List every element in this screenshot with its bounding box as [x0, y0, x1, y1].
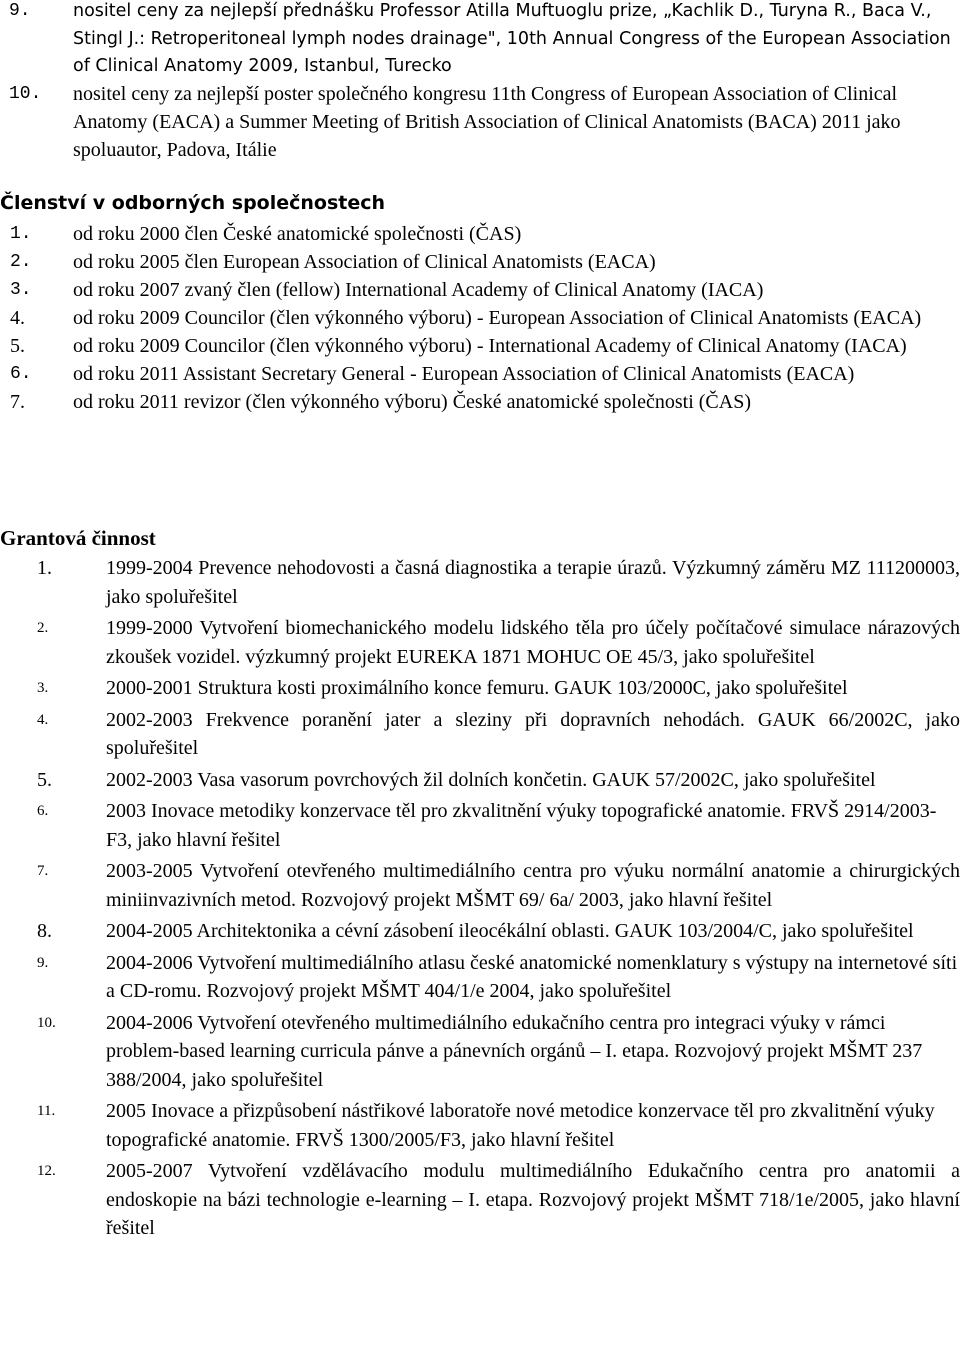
list-number: 10.	[37, 1014, 56, 1031]
list-text: od roku 2011 Assistant Secretary General - European Association of Clinical Anatomists (EACA)	[73, 363, 855, 385]
list-number: 4.	[37, 711, 49, 728]
list-item	[0, 1157, 960, 1243]
list-number: 2.	[37, 620, 49, 636]
list-item	[0, 917, 960, 946]
list-item	[0, 1097, 960, 1154]
list-number: 2.	[10, 252, 32, 272]
list-item	[0, 1009, 960, 1095]
list-text: 2002-2003 Vasa vasorum povrchových žil dolních končetin. GAUK 57/2002C, jako spoluřešitel	[106, 768, 876, 791]
list-number: 5.	[37, 768, 52, 791]
list-text: od roku 2007 zvaný člen (fellow) International Academy of Clinical Anatomy (IACA)	[73, 279, 764, 301]
list-item	[0, 360, 960, 388]
list-text: nositel ceny za nejlepší poster společného kongresu 11th Congress of European Association of Clinical Anatomy (EACA) a Summer Meeting of British Association of Clinical Anatomists (BACA) 2011 jako spoluautor, Padova, Itálie	[73, 82, 901, 161]
section-heading-memberships: Členství v odborných společnostech	[0, 192, 386, 214]
list-number: 5.	[10, 335, 25, 357]
list-text: 2004-2005 Architektonika a cévní zásobení ileocékální oblasti. GAUK 103/2004/C, jako spoluřešitel	[106, 920, 914, 942]
list-number: 12.	[37, 1163, 56, 1179]
list-text: 2000-2001 Struktura kosti proximálního konce femuru. GAUK 103/2000C, jako spoluřešitel	[106, 677, 848, 699]
list-text: nositel ceny za nejlepší přednášku Professor Atilla Muftuoglu prize, „Kachlik D., Turyna R., Baca V., Stingl J.: Retroperitoneal lymph nodes drainage", 10th Annual Congress of the European Association of Clinical Anatomy 2009, Istanbul, Turecko	[73, 1, 951, 76]
list-text: od roku 2005 člen European Association of Clinical Anatomists (EACA)	[73, 251, 656, 273]
list-text: od roku 2000 člen České anatomické společnosti (ČAS)	[73, 223, 522, 245]
list-item	[9, 0, 959, 81]
list-item	[0, 857, 960, 914]
list-number: 11.	[37, 1103, 56, 1119]
list-item	[0, 706, 960, 763]
memberships-list	[0, 220, 960, 416]
list-item	[9, 80, 959, 164]
list-number: 6.	[10, 364, 32, 384]
list-number: 8.	[37, 920, 52, 942]
list-item	[0, 554, 960, 611]
list-item	[0, 276, 960, 304]
list-number: 1.	[37, 557, 52, 579]
section-heading-grants: Grantová činnost	[0, 526, 156, 550]
list-text: 2005-2007 Vytvoření vzdělávacího modulu multimediálního Edukačního centra pro anatomii a endoskopie na bázi technologie e-learning – I. etapa. Rozvojový projekt MŠMT 718/1e/2005, jako hlavní řešitel	[106, 1160, 960, 1239]
list-text: 2002-2003 Frekvence poranění jater a sleziny při dopravních nehodách. GAUK 66/2002C, jako spoluřešitel	[106, 708, 960, 759]
list-number: 1.	[10, 224, 32, 244]
list-text: 2003 Inovace metodiky konzervace těl pro zkvalitnění výuky topografické anatomie. FRVŠ 2914/2003-F3, jako hlavní řešitel	[106, 800, 937, 851]
list-item	[0, 949, 960, 1006]
list-item	[0, 388, 960, 416]
list-text: od roku 2011 revizor (člen výkonného výboru) České anatomické společnosti (ČAS)	[73, 391, 751, 413]
list-text: 1999-2004 Prevence nehodovosti a časná diagnostika a terapie úrazů. Výzkumný záměru MZ 111200003, jako spoluřešitel	[106, 557, 960, 608]
list-text: 2005 Inovace a přizpůsobení nástřikové laboratoře nové metodice konzervace těl pro zkvalitnění výuky topografické anatomie. FRVŠ 1300/2005/F3, jako hlavní řešitel	[106, 1100, 935, 1151]
list-number: 7.	[37, 863, 49, 879]
list-text: 2004-2006 Vytvoření multimediálního atlasu české anatomické nomenklatury s výstupy na internetové síti a CD-romu. Rozvojový projekt MŠMT 404/1/e 2004, jako spoluřešitel	[106, 951, 958, 1002]
list-text: od roku 2009 Councilor (člen výkonného výboru) - International Academy of Clinical Anatomy (IACA)	[73, 335, 907, 357]
list-number: 9.	[37, 954, 49, 971]
list-item	[0, 220, 960, 248]
awards-list	[9, 0, 959, 164]
list-number: 9.	[9, 1, 31, 21]
list-item	[0, 248, 960, 276]
list-item	[0, 304, 960, 332]
list-number: 7.	[10, 391, 25, 413]
list-number: 3.	[37, 680, 49, 696]
list-text: 1999-2000 Vytvoření biomechanického modelu lidského těla pro účely počítačové simulace nárazových zkoušek vozidel. výzkumný projekt EUREKA 1871 MOHUC OE 45/3, jako spoluřešitel	[106, 617, 960, 668]
list-item	[0, 332, 960, 360]
list-item	[0, 614, 960, 671]
list-number: 6.	[37, 803, 49, 819]
list-item	[0, 766, 960, 795]
list-number: 4.	[10, 307, 25, 329]
list-number: 10.	[9, 83, 42, 104]
list-item	[0, 674, 960, 703]
list-text: 2004-2006 Vytvoření otevřeného multimediálního edukačního centra pro integraci výuky v rámci problem-based learning curricula pánve a pánevních orgánů – I. etapa. Rozvojový projekt MŠMT 237 388/2004, jako spoluřešitel	[106, 1011, 923, 1091]
grants-list	[0, 554, 960, 1243]
list-text: 2003-2005 Vytvoření otevřeného multimediálního centra pro výuku normální anatomie a chirurgických miniinvazivních metod. Rozvojový projekt MŠMT 69/ 6a/ 2003, jako hlavní řešitel	[106, 860, 960, 911]
list-text: od roku 2009 Councilor (člen výkonného výboru) - European Association of Clinical Anatomists (EACA)	[73, 307, 922, 329]
list-item	[0, 797, 960, 854]
list-number: 3.	[10, 280, 32, 300]
